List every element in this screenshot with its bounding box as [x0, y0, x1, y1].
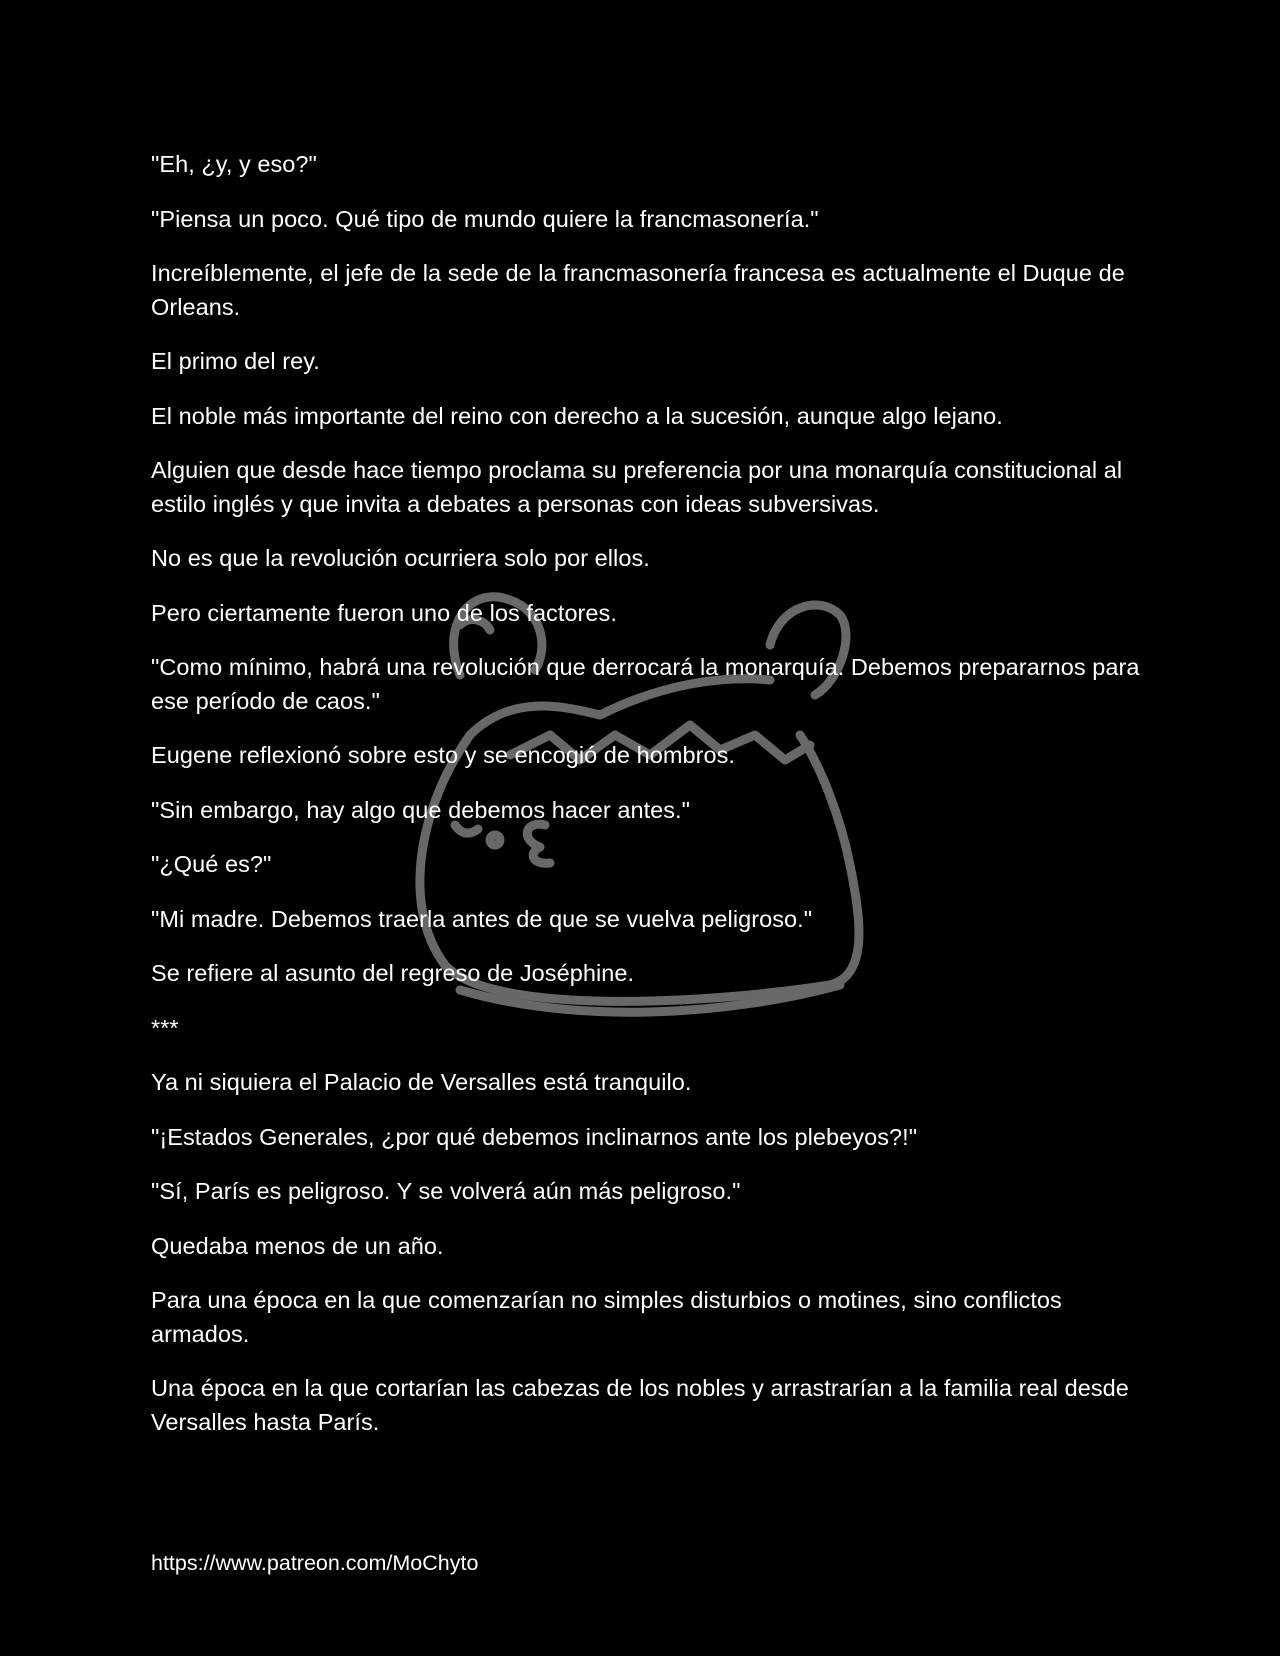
- paragraph: "Piensa un poco. Qué tipo de mundo quiere la francmasonería.": [151, 205, 819, 232]
- paragraph: El primo del rey.: [151, 348, 320, 374]
- paragraph: "Sí, París es peligroso. Y se volverá aún más peligroso.": [151, 1178, 741, 1204]
- paragraph: "¡Estados Generales, ¿por qué debemos inclinarnos ante los plebeyos?!": [151, 1123, 918, 1150]
- paragraph: Eugene reflexionó sobre esto y se encogió de hombros.: [151, 742, 735, 768]
- paragraph: Para una época en la que comenzarían no simples disturbios o motines, sino conflictos armados.: [151, 1287, 1062, 1347]
- paragraph: "Mi madre. Debemos traerla antes de que se vuelva peligroso.": [151, 905, 813, 932]
- paragraph: Ya ni siquiera el Palacio de Versalles está tranquilo.: [151, 1069, 692, 1095]
- paragraph: "Eh, ¿y, y eso?": [151, 151, 317, 177]
- paragraph: Alguien que desde hace tiempo proclama su preferencia por una monarquía constitucional al estilo inglés y que invita a debates a personas con ideas subversivas.: [151, 457, 1123, 517]
- paragraph: Se refiere al asunto del regreso de Joséphine.: [151, 960, 635, 986]
- paragraph: Increíblemente, el jefe de la sede de la francmasonería francesa es actualmente el Duque de Orleans.: [151, 260, 1125, 320]
- paragraph: "Como mínimo, habrá una revolución que derrocará la monarquía. Debemos prepararnos para ese período de caos.": [151, 654, 1140, 714]
- paragraph: Una época en la que cortarían las cabezas de los nobles y arrastrarían a la familia real desde Versalles hasta París.: [151, 1375, 1129, 1435]
- paragraph: Pero ciertamente fueron uno de los factores.: [151, 599, 617, 626]
- paragraph: El noble más importante del reino con derecho a la sucesión, aunque algo lejano.: [151, 402, 1003, 429]
- chapter-text: [151, 148, 1141, 1460]
- paragraph: No es que la revolución ocurriera solo por ellos.: [151, 545, 650, 571]
- patreon-link[interactable]: https://www.patreon.com/MoChyto: [151, 1551, 479, 1575]
- paragraph: "Sin embargo, hay algo que debemos hacer antes.": [151, 796, 691, 823]
- paragraph: Quedaba menos de un año.: [151, 1232, 444, 1259]
- paragraph: "¿Qué es?": [151, 851, 272, 877]
- scene-break: ***: [151, 1014, 179, 1041]
